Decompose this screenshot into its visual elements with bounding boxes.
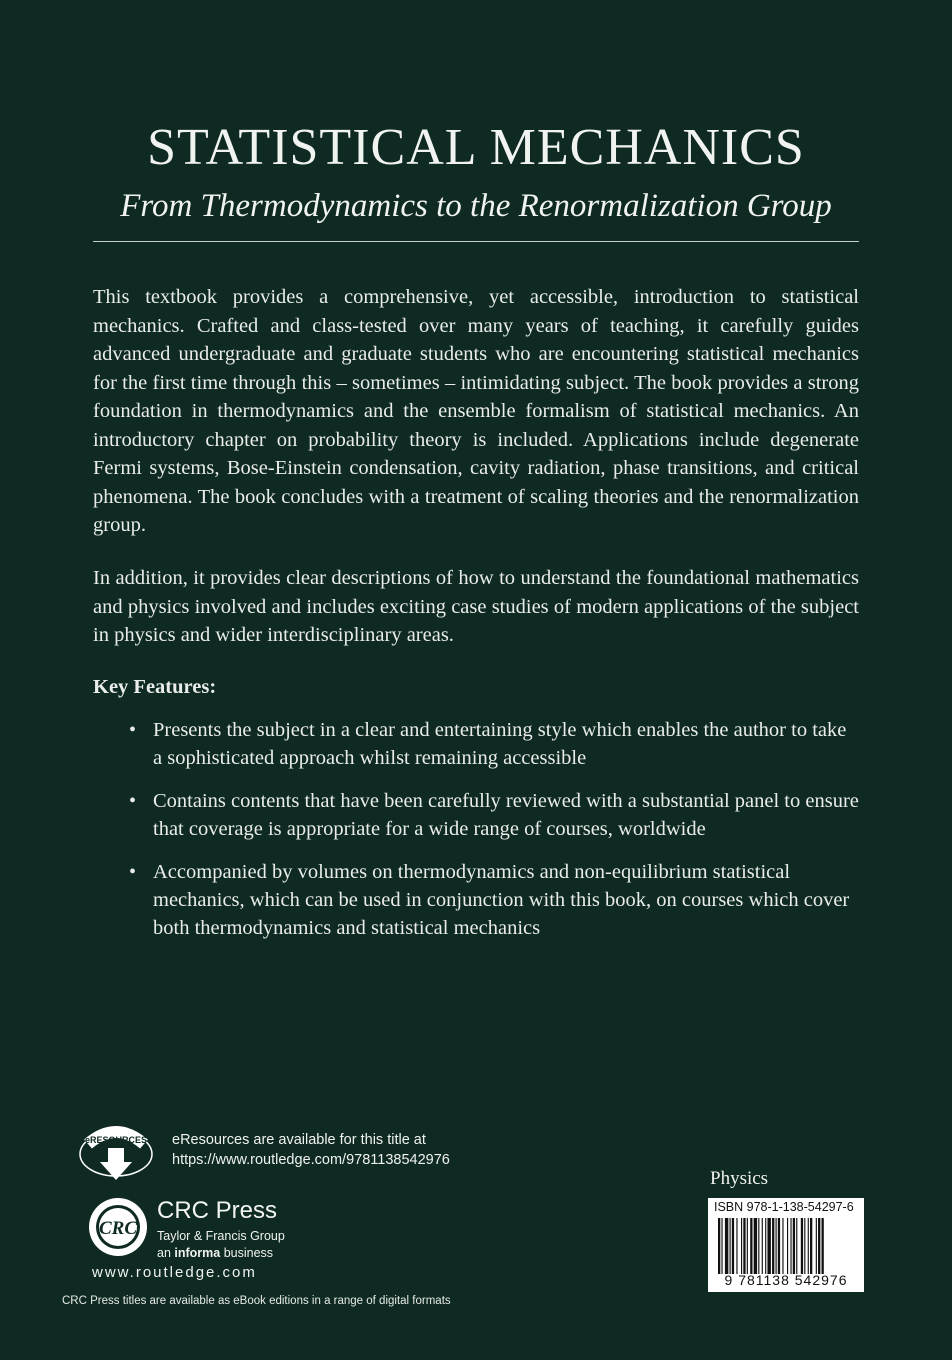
barcode-bar: [772, 1218, 774, 1274]
barcode-bar: [782, 1218, 783, 1274]
key-feature-item: [93, 858, 859, 942]
ebook-note: CRC Press titles are available as eBook editions in a range of digital formats: [62, 1295, 451, 1307]
isbn-label: ISBN 978-1-138-54297-6: [714, 1200, 854, 1214]
eresources-notice: [172, 1130, 450, 1170]
book-subtitle: From Thermodynamics to the Renormalization Group: [120, 188, 832, 224]
barcode-bar: [765, 1218, 766, 1274]
subject-category: Physics: [710, 1168, 769, 1189]
bullet-icon: •: [129, 861, 137, 883]
isbn-barcode: [708, 1198, 864, 1292]
barcode-bar: [801, 1218, 803, 1274]
key-feature-item: [93, 716, 859, 772]
key-features-list: [93, 716, 859, 957]
barcode-bar: [816, 1218, 817, 1274]
key-features-heading: Key Features:: [93, 676, 217, 698]
description-paragraph-2: In addition, it provides clear descriptions of how to understand the foundational mathematics and physics involved and includes exciting case studies of modern applications of the subject in physics and wider interdisciplinary areas.: [93, 567, 859, 646]
title-divider: [93, 241, 859, 242]
barcode-bar: [721, 1218, 722, 1274]
book-title: STATISTICAL MECHANICS: [147, 119, 805, 176]
publisher-group-block: [157, 1228, 285, 1262]
key-feature-text: Presents the subject in a clear and entertaining style which enables the author to take a sophisticated approach whilst remaining accessible: [153, 719, 847, 769]
informa-brand: informa: [174, 1246, 221, 1260]
publisher-website[interactable]: www.routledge.com: [92, 1264, 257, 1281]
barcode-bar: [754, 1218, 757, 1274]
barcode-bar: [787, 1218, 788, 1274]
barcode-bar: [732, 1218, 734, 1274]
barcode-bar: [758, 1218, 759, 1274]
eresources-logo-icon: [78, 1124, 154, 1184]
barcode-bar: [725, 1218, 728, 1274]
barcode-bar: [790, 1218, 791, 1274]
key-feature-item: [93, 787, 859, 843]
crc-press-logo-icon: [88, 1196, 148, 1258]
barcode-bar: [822, 1218, 824, 1274]
barcode-bar: [818, 1218, 820, 1274]
eresources-url[interactable]: https://www.routledge.com/9781138542976: [172, 1152, 450, 1168]
bullet-icon: •: [129, 790, 137, 812]
barcode-bar: [718, 1218, 720, 1274]
publisher-name: CRC Press: [157, 1197, 278, 1224]
eresources-logo-text: eRESOURCES: [84, 1135, 148, 1145]
barcode-bar: [796, 1218, 797, 1274]
barcode-bar: [804, 1218, 805, 1274]
barcode-bar: [778, 1218, 780, 1274]
barcode-bar: [767, 1218, 770, 1274]
barcode-bar: [730, 1218, 731, 1274]
publisher-group: Taylor & Francis Group: [157, 1229, 285, 1243]
barcode-bar: [741, 1218, 742, 1274]
description-paragraph-1: This textbook provides a comprehensive, yet accessible, introduction to statistical mechanics. Crafted and class-tested over many years of teaching, it carefully guides advanced undergraduate and graduate students who are encountering statistical mechanics for the first time through this – sometimes – intimidating subject. The book provides a strong foundation in thermodynamics and the ensemble formalism of statistical mechanics. An introductory chapter on probability theory is included. Applications include degenerate Fermi systems, Bose-Einstein condensation, cavity radiation, phase transitions, and critical phenomena. The book concludes with a treatment of scaling theories and the renormalization group.: [93, 286, 859, 536]
barcode-bar: [743, 1218, 745, 1274]
eresources-line-1: eResources are available for this title at: [172, 1132, 426, 1148]
barcode-bar: [762, 1218, 763, 1274]
crc-logo-text: CRC: [98, 1218, 138, 1239]
barcode-bar: [793, 1218, 795, 1274]
barcode-bars: [718, 1218, 858, 1274]
key-feature-text: Accompanied by volumes on thermodynamics and non-equilibrium statistical mechanics, which can be used in conjunction with this book, on courses which cover both thermodynamics and statistical mechanics: [153, 861, 850, 939]
barcode-bar: [776, 1218, 777, 1274]
barcode-bar: [808, 1218, 809, 1274]
barcode-bar: [810, 1218, 812, 1274]
bullet-icon: •: [129, 719, 137, 741]
barcode-bar: [736, 1218, 737, 1274]
key-feature-text: Contains contents that have been carefully reviewed with a substantial panel to ensure that coverage is appropriate for a wide range of courses, worldwide: [153, 790, 859, 840]
barcode-bar: [747, 1218, 748, 1274]
publisher-tagline: an informa business: [157, 1246, 274, 1260]
barcode-digits: 9 781138 542976: [724, 1272, 848, 1288]
barcode-bar: [750, 1218, 752, 1274]
